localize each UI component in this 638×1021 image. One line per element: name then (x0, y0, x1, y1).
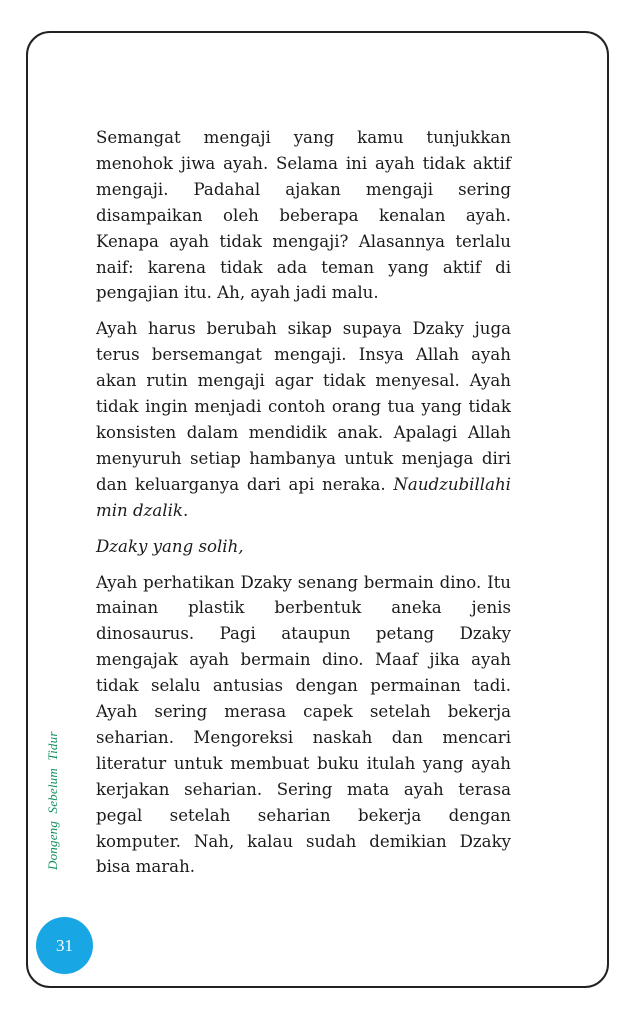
page-number-badge (36, 917, 93, 974)
page-number: 31 (56, 935, 73, 955)
paragraph-3: Ayah perhatikan Dzaky senang bermain dino. Itu mainan plastik berbentuk aneka jenis dinosaurus. Pagi ataupun petang Dzaky mengajak ayah bermain dino. Maaf jika ayah tidak selalu antusias dengan permainan tadi. Ayah sering merasa capek setelah bekerja seharian. Mengoreksi naskah dan mencari literatur untuk membuat buku itulah yang ayah kerjakan seharian. Sering mata ayah terasa pegal setelah seharian bekerja dengan komputer. Nah, kalau sudah demikian Dzaky bisa marah. (96, 572, 511, 877)
paragraph-1: Semangat mengaji yang kamu tunjukkan menohok jiwa ayah. Selama ini ayah tidak aktif mengaji. Padahal ajakan mengaji sering disampaikan oleh beberapa kenalan ayah. Kenapa ayah tidak mengaji? Alasannya terlalu naif: karena tidak ada teman yang aktif di pengajian itu. Ah, ayah jadi malu. (96, 128, 511, 303)
greeting-text: Dzaky yang solih, (96, 536, 244, 556)
paragraph-2-text: Ayah harus berubah sikap supaya Dzaky juga terus bersemangat mengaji. Insya Allah ayah akan rutin mengaji agar tidak menyesal. Ayah tidak ingin menjadi contoh orang tua yang tidak konsisten dalam mendidik anak. Apalagi Allah menyuruh setiap hambanya untuk menjaga diri dan keluarganya dari api neraka. (96, 319, 511, 494)
running-title: Dongeng Sebelum Tidur (45, 731, 60, 870)
paragraph-2 (96, 316, 511, 523)
body-text (96, 125, 511, 890)
paragraph-2-italic-phrase: Naudzubillahi min dzalik (96, 474, 511, 520)
greeting-line (96, 534, 511, 560)
paragraph-2-period: . (182, 500, 189, 520)
